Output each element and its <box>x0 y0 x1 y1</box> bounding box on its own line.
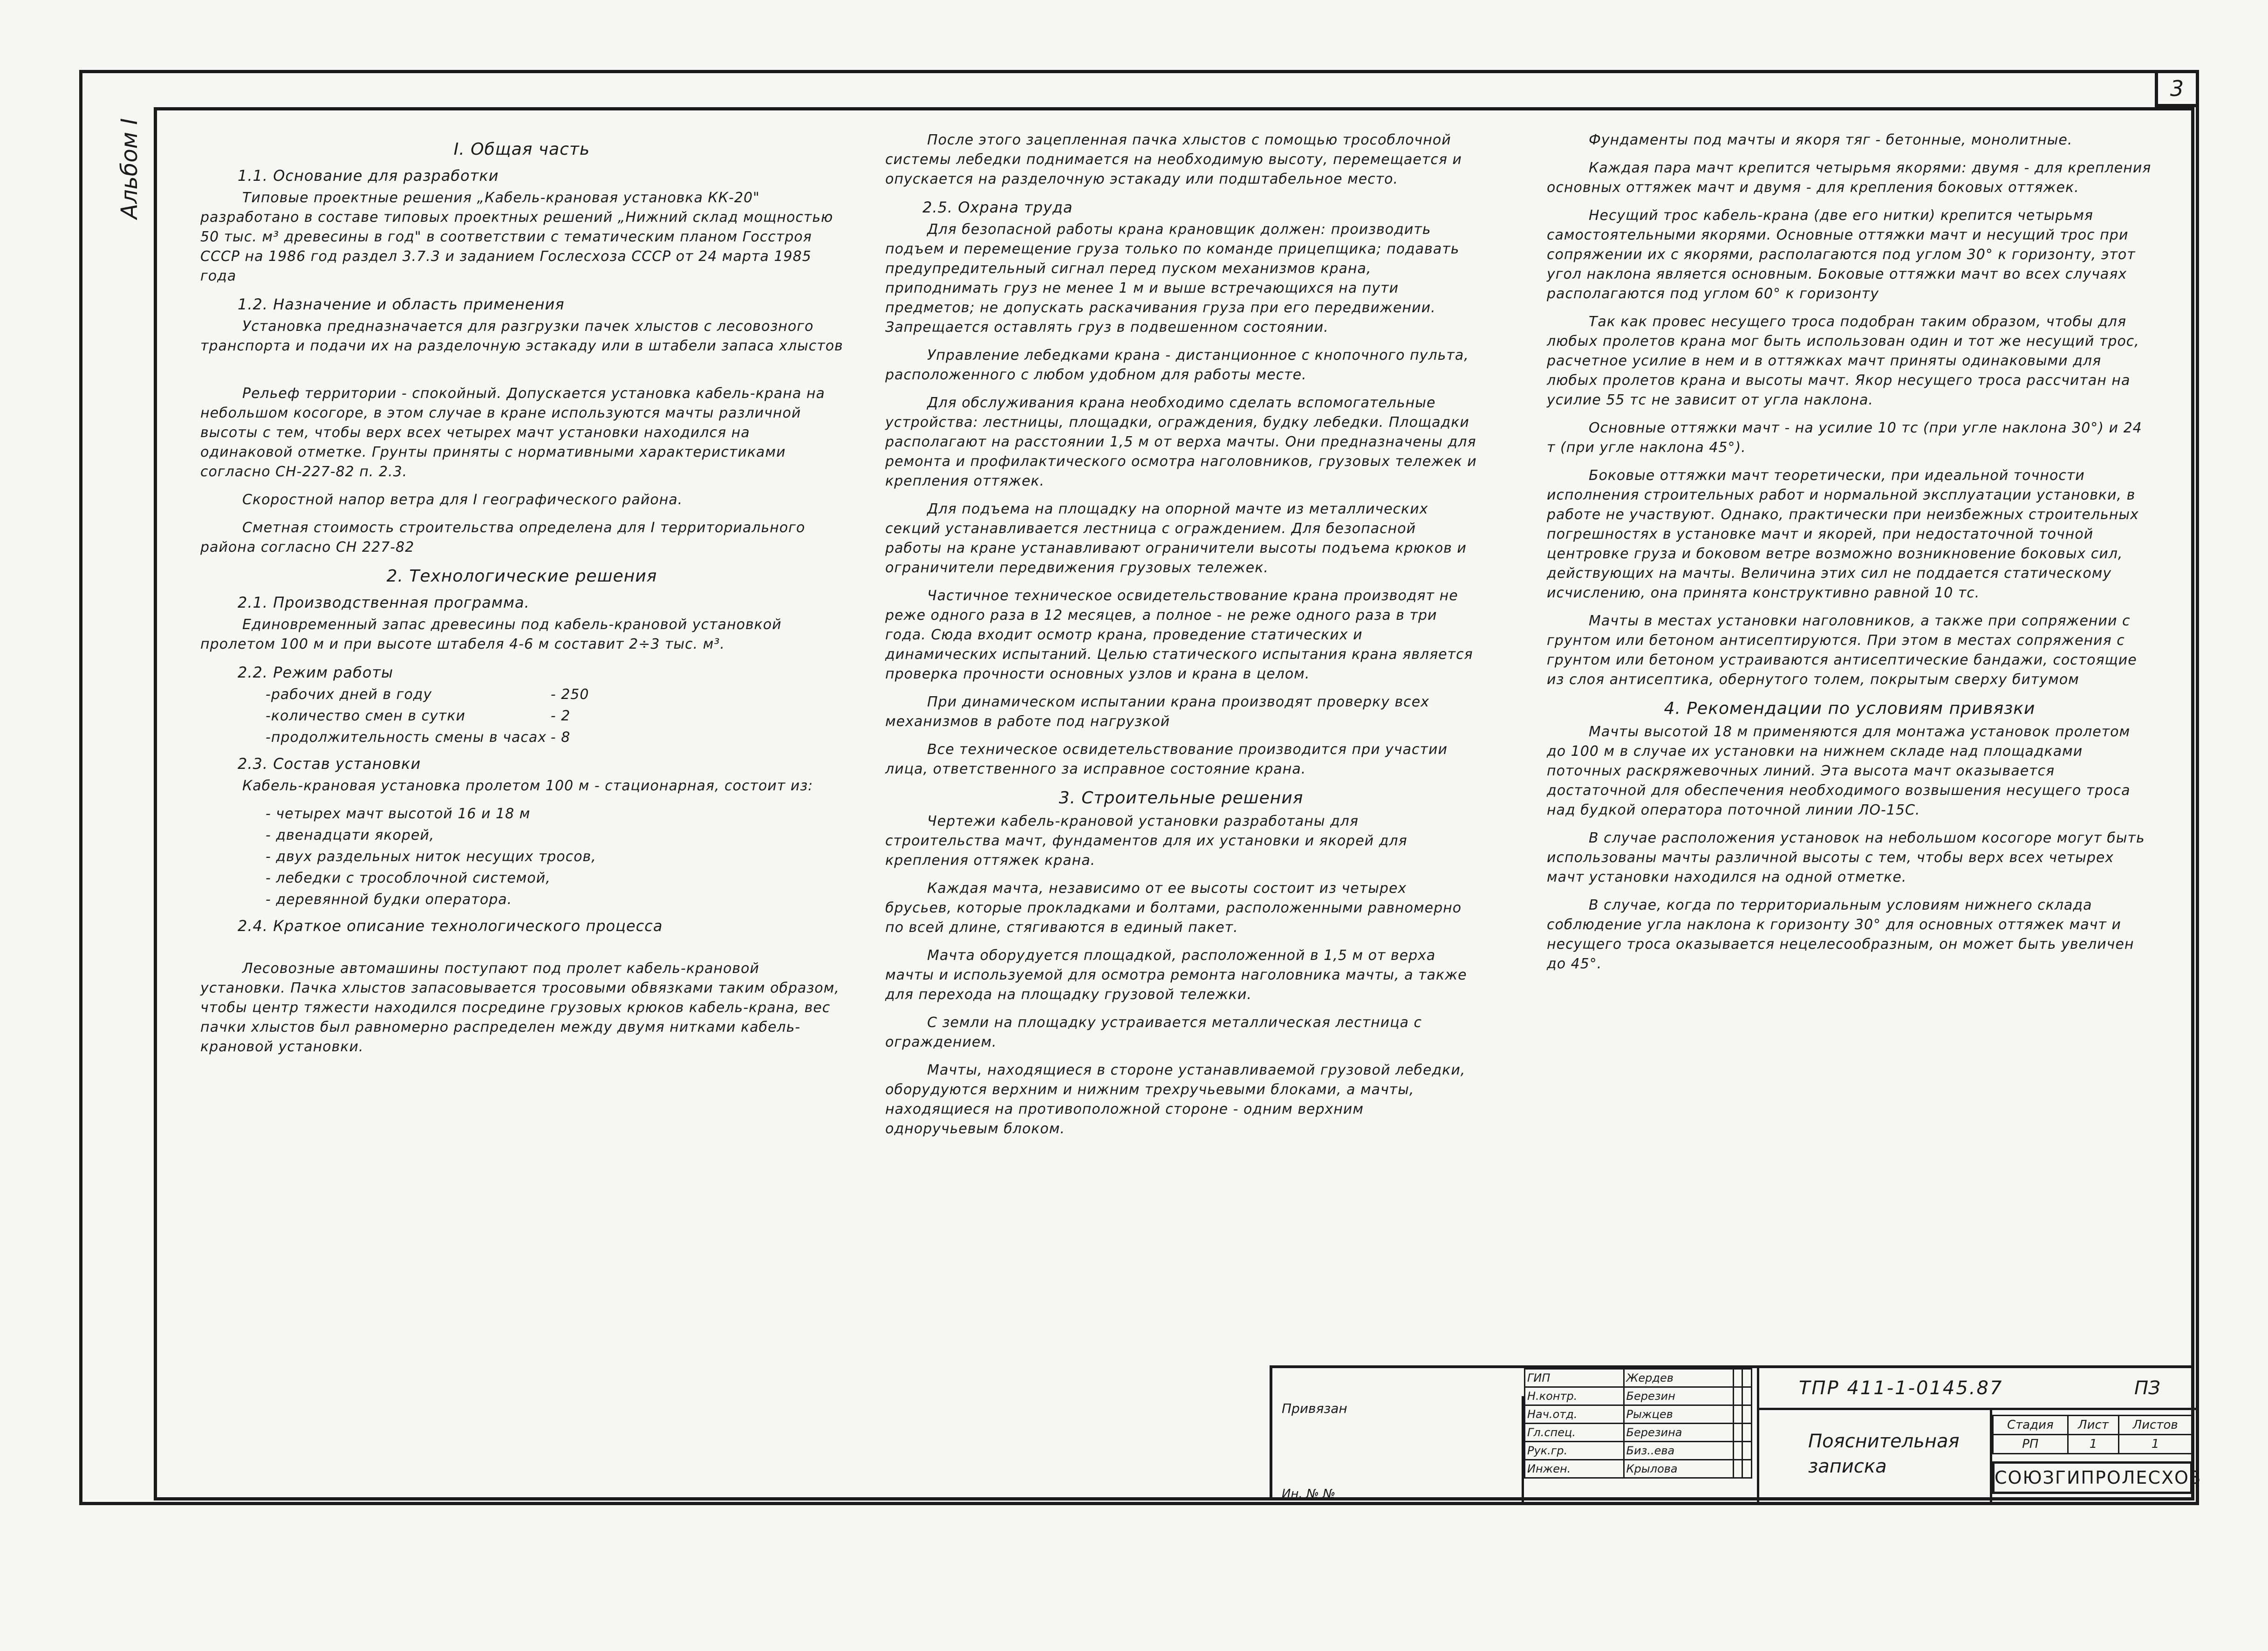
paragraph: Рельеф территории - спокойный. Допускается установка кабель-крана на небольшом косогоре, в этом случае в кране используются мачты различной высоты с тем, чтобы верх всех четырех мачт установки находился на одинаковой отметке. Грунты приняты с нормативными характеристиками согласно СН-227-82 п. 2.3. <box>200 385 825 480</box>
paragraph: Лесовозные автомашины поступают под пролет кабель-крановой установки. Пачка хлыстов запасовывается тросовыми обвязками таким образом, чтобы центр тяжести находился посредине грузовых крюков кабель-крана, вес пачки хлыстов был равномерно распределен между двумя нитками кабель-крановой установки. <box>200 960 840 1055</box>
list-item: - продолжительность смены в часах - 8 <box>266 728 843 747</box>
paragraph: Основные оттяжки мачт - на усилие 10 тс (при угле наклона 30°) и 24 т (при угле наклона 45°). <box>1547 420 2142 456</box>
sheet-code: ПЗ <box>2134 1377 2160 1399</box>
list-item: - лебедки с трособлочной системой, <box>266 869 843 888</box>
paragraph: Частичное техническое освидетельствование крана производят не реже одного раза в 12 месяцев, а полное - не реже одного раза в три года. Сюда входит осмотр крана, проведение статических и динамических испытаний. Целью статического испытания крана является проверка прочности основных узлов и крана в целом. <box>885 588 1473 682</box>
album-label: Альбом I <box>116 118 143 219</box>
list-item: - двух раздельных ниток несущих тросов, <box>266 847 843 867</box>
paragraph: Мачты высотой 18 м применяются для монтажа установок пролетом до 100 м в случае их установки на нижнем складе над площадками поточных раскряжевочных линий. Эта высота мачт оказывается достаточной для обеспечения необходимого возвышения несущего троса над будкой оператора поточной линии ЛО-15С. <box>1547 724 2131 818</box>
table-row: Стадия Лист Листов <box>1993 1416 2192 1435</box>
subsection-1-2: 1.2. Назначение и область применения <box>238 295 565 313</box>
document-name: Пояснительная записка <box>1808 1431 1960 1477</box>
signatures-table <box>1524 1368 1752 1479</box>
list-item: - количество смен в сутки - 2 <box>266 706 843 726</box>
paragraph: Мачты, находящиеся в стороне устанавливаемой грузовой лебедки, оборудуются верхним и нижним трехручьевыми блоками, а мачты, находящиеся на противоположной стороне - одним верхним однoручьевым блоком. <box>885 1062 1466 1137</box>
paragraph: Сметная стоимость строительства определена для I территориального района согласно СН 227-82 <box>200 520 806 555</box>
list-item: - деревянной будки оператора. <box>266 890 843 910</box>
table-row: ГИП Жердев <box>1525 1369 1752 1387</box>
paragraph: Чертежи кабель-крановой установки разработаны для строительства мачт, фундаментов для их установки и якорей для крепления оттяжек крана. <box>885 813 1407 869</box>
column-1 <box>200 130 843 1065</box>
section-title-3: 3. Строительные решения <box>1059 788 1304 808</box>
title-block <box>1270 1365 2202 1501</box>
subsection-2-3: 2.3. Состав установки <box>238 755 421 773</box>
table-row: РП 1 1 <box>1993 1435 2192 1454</box>
paragraph: Так как провес несущего троса подобран таким образом, чтобы для любых пролетов крана мог быть использован один и тот же несущий трос, расчетное усилие в нем и в оттяжках мачт приняты одинаковыми для любых пролетов крана и высоты мачт. Якор несущего троса рассчитан на усилие 55 тс не зависит от угла наклона. <box>1547 314 2139 408</box>
paragraph: Все техническое освидетельствование производится при участии лица, ответственного за исправное состояние крана. <box>885 741 1448 777</box>
list-item: - четырех мачт высотой 16 и 18 м <box>266 804 843 824</box>
paragraph: Мачта оборудуется площадкой, расположенной в 1,5 м от верха мачты и используемой для осмотра ремонта наголовника мачты, а также для перехода на площадку грузовой тележки. <box>885 947 1467 1003</box>
table-row: Н.контр. Березин <box>1525 1387 1752 1405</box>
paragraph: После этого зацепленная пачка хлыстов с помощью трособлочной системы лебедки поднимается на необходимую высоту, перемещается и опускается на разделочную эстакаду или подштабельное место. <box>885 132 1462 187</box>
paragraph: Каждая пара мачт крепится четырьмя якорями: двумя - для крепления основных оттяжек мачт и двумя - для крепления боковых оттяжек. <box>1547 160 2152 196</box>
subsection-2-5: 2.5. Охрана труда <box>922 199 1073 216</box>
paragraph: При динамическом испытании крана производят проверку всех механизмов в работе под нагрузкой <box>885 694 1429 730</box>
paragraph: Кабель-крановая установка пролетом 100 м - стационарная, состоит из: <box>242 778 813 794</box>
divider <box>1757 1408 2197 1410</box>
section-title-4: 4. Рекомендации по условиям привязки <box>1664 699 2036 718</box>
section-title-1: I. Общая часть <box>453 140 590 159</box>
subsection-1-1: 1.1. Основание для разработки <box>238 167 499 185</box>
subsection-2-1: 2.1. Производственная программа. <box>238 594 530 611</box>
divider <box>1757 1368 1759 1503</box>
binding-label: Привязан <box>1282 1401 1347 1416</box>
paragraph: Для подъема на площадку на опорной мачте из металлических секций устанавливается лестница с ограждением. Для безопасной работы на кране устанавливают ограничители высоты подъема крюков и ограничители передвижения грузовых тележек. <box>885 501 1467 576</box>
column-2 <box>885 130 1477 1147</box>
paragraph: Для безопасной работы крана крановщик должен: производить подъем и перемещение груза только по команде прицепщика; подавать предупредительный сигнал перед пуском механизмов крана, приподнимать груз не менее 1 м и выше встречающихся на пути предметов; не допускать раскачивания груза при его передвижении. Запрещается оставлять груз в подвешенном состоянии. <box>885 221 1460 336</box>
paragraph: Единовременный запас древесины под кабель-крановой установкой пролетом 100 м и при высоте штабеля 4-6 м составит 2÷3 тыс. м³. <box>200 617 782 652</box>
document-code: ТПР 411-1-0145.87 <box>1799 1377 2003 1399</box>
table-row: Инжен. Крылова <box>1525 1460 1752 1478</box>
table-row: Гл.спец. Березина <box>1525 1424 1752 1442</box>
subsection-2-4: 2.4. Краткое описание технологического процесса <box>238 917 663 935</box>
paragraph: Фундаменты под мачты и якоря тяг - бетонные, монолитные. <box>1589 132 2073 148</box>
paragraph: Установка предназначается для разгрузки пачек хлыстов с лесовозного транспорта и подачи их на разделочную эстакаду или в штабели запаса хлыстов <box>200 318 843 354</box>
list-item: - рабочих дней в году - 250 <box>266 685 843 705</box>
paragraph: Управление лебедками крана - дистанционное с кнопочного пульта, расположенного с любом удобном для работы месте. <box>885 347 1469 383</box>
paragraph: Для обслуживания крана необходимо сделать вспомогательные устройства: лестницы, площадки, ограждения, будку лебедки. Площадки располагают на расстоянии 1,5 м от верха мачты. Они предназначены для ремонта и профилактического осмотра наголовников, грузовых тележек и крепления оттяжек. <box>885 395 1477 489</box>
section-title-2: 2. Технологические решения <box>386 567 657 586</box>
paragraph: В случае, когда по территориальным условиям нижнего склада соблюдение угла наклона к горизонту 30° для основных оттяжек мачт и несущего троса оказывается нецелесообразным, он может быть увеличен до 45°. <box>1547 897 2134 972</box>
organization-name: СОЮЗГИПРОЛЕСХОЗ <box>1992 1461 2193 1494</box>
table-row: Рук.гр. Биз..ева <box>1525 1442 1752 1460</box>
subsection-2-2: 2.2. Режим работы <box>238 664 394 681</box>
binding-cell <box>1272 1396 1524 1503</box>
work-mode-list <box>200 685 843 747</box>
paragraph: Каждая мачта, независимо от ее высоты состоит из четырех брусьев, которые прокладками и болтами, расположенными равномерно по всей длине, стягиваются в единый пакет. <box>885 880 1462 936</box>
paragraph: В случае расположения установок на небольшом косогоре могут быть использованы мачты различной высоты с тем, чтобы верх всех четырех мачт установки находился на одной отметке. <box>1547 830 2145 885</box>
paragraph: Скоростной напор ветра для I географического района. <box>242 492 683 508</box>
table-row: Нач.отд. Рыжцев <box>1525 1405 1752 1424</box>
inventory-label: Ин. № № <box>1282 1487 1336 1501</box>
sheet-number: 3 <box>2155 70 2199 107</box>
paragraph: С земли на площадку устраивается металлическая лестница с ограждением. <box>885 1014 1422 1050</box>
list-item: - двенадцати якорей, <box>266 826 843 845</box>
paragraph: Мачты в местах установки наголовников, а также при сопряжении с грунтом или бетоном антисептируются. При этом в местах сопряжения с грунтом или бетоном устраиваются антисептические бандажи, состоящие из слоя антисептика, обернутого толем, покрытым сверху битумом <box>1547 613 2137 688</box>
paragraph: Боковые оттяжки мачт теоретически, при идеальной точности исполнения строительных работ и нормальной эксплуатации установки, в работе не участвуют. Однако, практически при неизбежных строительных погрешностях в установке мачт и якорей, при недостаточной точной центровке груза и боковом ветре возможно возникновение боковых сил, действующих на мачты. Величина этих сил не поддается статическому исчислению, она принята конструктивно равной 10 тс. <box>1547 467 2139 601</box>
column-3 <box>1547 130 2152 982</box>
composition-list <box>200 804 843 910</box>
paragraph: Типовые проектные решения „Кабель-крановая установка КК-20" разработано в составе типовых проектных решений „Нижний склад мощностью 50 тыс. м³ древесины в год" в соответствии с тематическим планом Госстроя СССР на 1986 год раздел 3.7.3 и заданием Гослесхоза СССР от 24 марта 1985 года <box>200 190 833 284</box>
paragraph: Несущий трос кабель-крана (две его нитки) крепится четырьмя самостоятельными якорями. Основные оттяжки мачт и несущий трос при сопряжении их с якорями, располагаются под углом 30° к горизонту, этот угол наклона является основным. Боковые оттяжки мачт во всех случаях располагаются под углом 60° к горизонту <box>1547 207 2136 302</box>
stage-table <box>1992 1415 2193 1454</box>
